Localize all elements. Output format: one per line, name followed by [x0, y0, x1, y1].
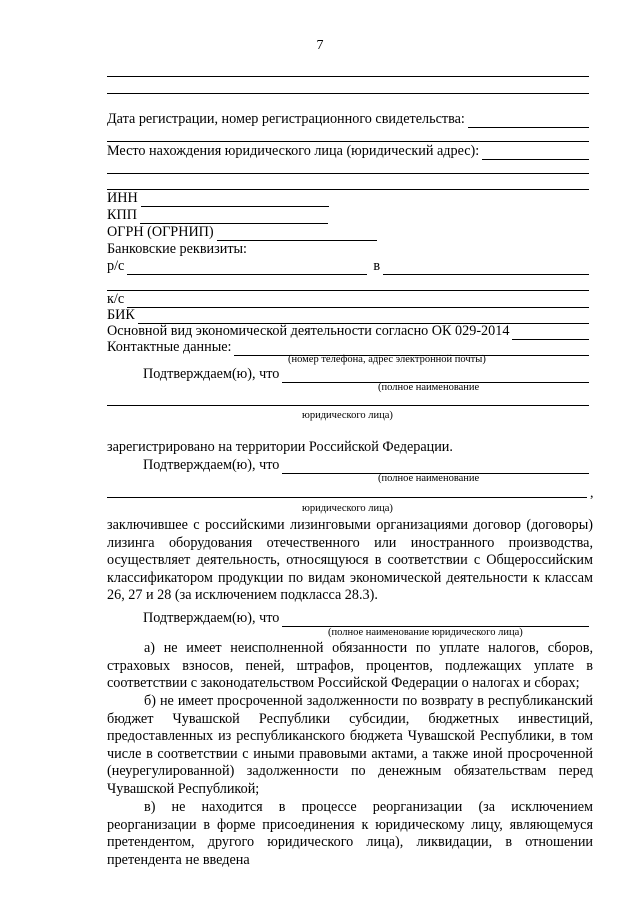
blank-line: [107, 93, 589, 94]
registration-label: Дата регистрации, номер регистрационного свидетельства:: [107, 111, 465, 127]
address-row: [107, 142, 589, 160]
full-name-caption-1: (полное наименование: [378, 382, 480, 393]
confirm-row-1: [143, 365, 589, 383]
paragraph-v: в) не находится в процессе реорганизации (за исключением реорганизации в форме присоединения к юридическому лицу, являющемуся претендентом, другого юридического лица), ликвидации, в отношении претендента не введена: [107, 799, 593, 868]
paragraph-b: б) не имеет просроченной задолженности по возврату в республиканский бюджет Чувашской Республики субсидии, бюджетных инвестиций, предоставленных из республиканского бюджета Чувашской Республики, в том числе в соответствии с иными правовыми актами, а также иной просроченной (неурегулированной) задолженности по денежным обязательствам перед Чувашской Республикой;: [107, 693, 593, 797]
confirm-label-2: Подтверждаем(ю), что: [143, 457, 280, 473]
confirm-row-3: [143, 609, 589, 627]
legal-entity-caption-2: юридического лица): [302, 503, 393, 514]
confirm-field-2[interactable]: [282, 459, 589, 474]
inn-row: [107, 189, 589, 207]
ks-label: к/с: [107, 291, 125, 307]
full-name-caption-3: (полное наименование юридического лица): [328, 627, 523, 638]
kpp-row: [107, 206, 589, 224]
inn-label: ИНН: [107, 190, 138, 206]
kpp-field[interactable]: [140, 209, 328, 224]
legal-entity-caption-1: юридического лица): [302, 410, 393, 421]
full-name-caption-2: (полное наименование: [378, 473, 480, 484]
blank-line: [107, 76, 589, 77]
confirm-field-1[interactable]: [282, 368, 589, 383]
registration-field[interactable]: [468, 113, 589, 128]
ogrn-label: ОГРН (ОГРНИП): [107, 224, 214, 240]
bank-in-label: в: [373, 258, 381, 274]
ogrn-row: [107, 223, 589, 241]
rs-field[interactable]: [127, 260, 367, 275]
address-label: Место нахождения юридического лица (юридический адрес):: [107, 143, 480, 159]
inn-field[interactable]: [141, 192, 329, 207]
address-field[interactable]: [482, 145, 589, 160]
registered-paragraph: зарегистрировано на территории Российской Федерации.: [107, 439, 453, 455]
blank-line: [107, 405, 589, 406]
okved-label: Основной вид экономической деятельности согласно ОК 029-2014: [107, 323, 510, 339]
blank-line: [107, 497, 587, 498]
kpp-label: КПП: [107, 207, 137, 223]
contacts-label: Контактные данные:: [107, 339, 232, 355]
confirm-field-3[interactable]: [282, 612, 589, 627]
bank-name-field[interactable]: [383, 260, 589, 275]
registration-row: [107, 110, 589, 128]
ogrn-field[interactable]: [217, 226, 377, 241]
confirm-label-3: Подтверждаем(ю), что: [143, 610, 280, 626]
bik-label: БИК: [107, 307, 135, 323]
contacts-caption: (номер телефона, адрес электронной почты): [288, 354, 486, 365]
rs-label: р/с: [107, 258, 125, 274]
confirm-row-2: [143, 456, 589, 474]
comma-mark: ,: [590, 486, 594, 501]
bank-details-label: Банковские реквизиты:: [107, 241, 247, 257]
confirm-label-1: Подтверждаем(ю), что: [143, 366, 280, 382]
blank-line: [107, 173, 589, 174]
rs-row: [107, 257, 589, 275]
bank-details-row: [107, 240, 589, 258]
page-number: 7: [316, 38, 324, 53]
leasing-paragraph: заключившее с российскими лизинговыми организациями договор (договоры) лизинга оборудования отечественного или иностранного производства, осуществляет деятельность, относящуюся в соответствии с Общероссийским классификатором продукции по видам экономической деятельности к классам 26, 27 и 28 (за исключением подкласса 28.3).: [107, 517, 593, 604]
paragraph-a: а) не имеет неисполненной обязанности по уплате налогов, сборов, страховых взносов, пеней, штрафов, процентов, подлежащих уплате в соответствии с законодательством Российской Федерации о налогах и сборах;: [107, 640, 593, 692]
